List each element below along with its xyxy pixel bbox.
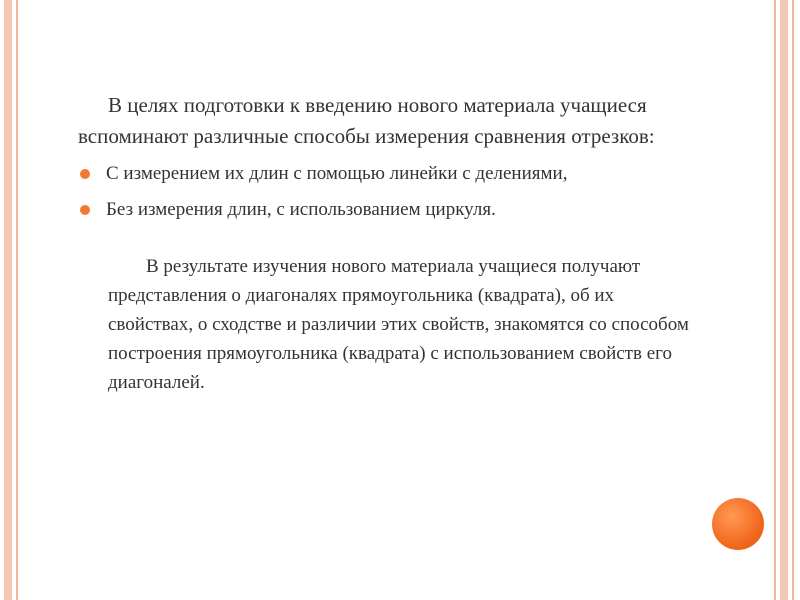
- bullet-text: Без измерения длин, с использованием циркуля.: [106, 199, 496, 220]
- frame-strip-right: [780, 0, 788, 600]
- frame-line-right-outer: [792, 0, 794, 600]
- decorative-orange-circle-icon: [712, 498, 764, 550]
- frame-strip-left: [4, 0, 12, 600]
- frame-line-right-inner: [774, 0, 776, 600]
- list-item: [78, 192, 698, 228]
- bullet-dot-icon: [80, 169, 90, 179]
- slide-content: [78, 90, 698, 397]
- bullet-text: С измерением их длин с помощью линейки с делениями,: [106, 163, 568, 184]
- result-paragraph: В результате изучения нового материала учащиеся получают представления о диагоналях прямоугольника (квадрата), об их свойствах, о сходстве и различии этих свойств, знакомятся со способом построения прямоугольника (квадрата) с использованием свойств его диагоналей.: [108, 256, 689, 393]
- intro-paragraph: В целях подготовки к введению нового материала учащиеся вспоминают различные способы измерения сравнения отрезков:: [78, 93, 655, 148]
- bullet-list: [78, 156, 698, 228]
- list-item: [78, 156, 698, 192]
- frame-line-left: [16, 0, 18, 600]
- bullet-dot-icon: [80, 205, 90, 215]
